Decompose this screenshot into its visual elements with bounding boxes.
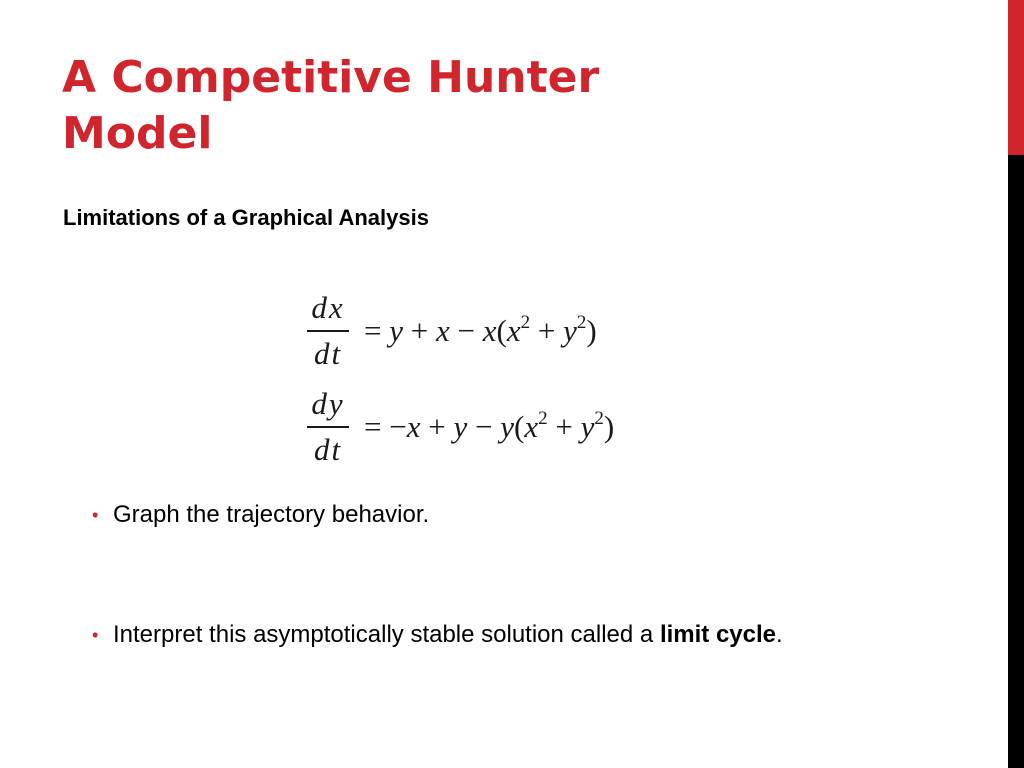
side-accent-bar-red — [1008, 0, 1024, 155]
side-accent-bar-black — [1008, 155, 1024, 768]
rhs-term: x — [482, 313, 497, 348]
rhs-term: + — [547, 409, 581, 444]
rhs-term: − — [467, 409, 501, 444]
rhs-term: − — [449, 313, 483, 348]
fraction-numerator: dy — [311, 386, 345, 421]
rhs-term: ( — [496, 313, 507, 348]
equation-right-side — [364, 409, 614, 445]
rhs-term: + — [530, 313, 564, 348]
fraction-numerator: dx — [311, 290, 345, 325]
rhs-term: x — [406, 409, 421, 444]
rhs-term: + — [420, 409, 454, 444]
fraction-dy-dt — [306, 384, 350, 470]
rhs-term: ) — [603, 409, 615, 444]
slide-subtitle: Limitations of a Graphical Analysis — [63, 205, 429, 230]
slide-title-line1: A Competitive Hunter — [62, 52, 600, 103]
rhs-term: x — [524, 409, 539, 444]
rhs-term: = — [364, 313, 390, 348]
bullet-text-end: . — [776, 621, 783, 648]
rhs-exponent: 2 — [576, 312, 587, 333]
bullet-text: Graph the trajectory behavior. — [113, 501, 430, 528]
rhs-exponent: 2 — [594, 408, 604, 429]
equation-dx-dt — [306, 286, 614, 376]
slide-title — [62, 50, 762, 162]
fraction-denominator: dt — [313, 432, 343, 467]
rhs-term: + — [403, 313, 436, 348]
equation-right-side — [364, 313, 597, 349]
bullet-item-graph-trajectory — [92, 498, 783, 532]
rhs-term: = − — [364, 409, 407, 444]
bullet-item-limit-cycle — [92, 618, 783, 652]
rhs-exponent: 2 — [520, 312, 531, 333]
fraction-dx-dt — [306, 288, 350, 374]
bullet-bold-term: limit cycle — [659, 621, 776, 648]
rhs-term: y — [563, 313, 577, 348]
slide-title-line2: Model — [62, 108, 213, 159]
rhs-term: y — [453, 409, 468, 444]
equation-block — [306, 286, 614, 472]
rhs-term: x — [435, 313, 450, 348]
rhs-term: x — [506, 313, 521, 348]
equation-dy-dt — [306, 382, 614, 472]
rhs-term: y — [580, 409, 595, 444]
rhs-term: y — [389, 313, 403, 348]
rhs-term: ( — [513, 409, 525, 444]
bullet-marker: • — [92, 505, 99, 525]
bullet-marker: • — [92, 625, 99, 645]
rhs-term: ) — [586, 313, 597, 348]
fraction-denominator: dt — [313, 336, 343, 371]
rhs-exponent: 2 — [538, 408, 548, 429]
bullet-list — [92, 498, 783, 652]
rhs-term: y — [500, 409, 514, 444]
bullet-text: Interpret this asymptotically stable solution called a — [113, 621, 660, 648]
